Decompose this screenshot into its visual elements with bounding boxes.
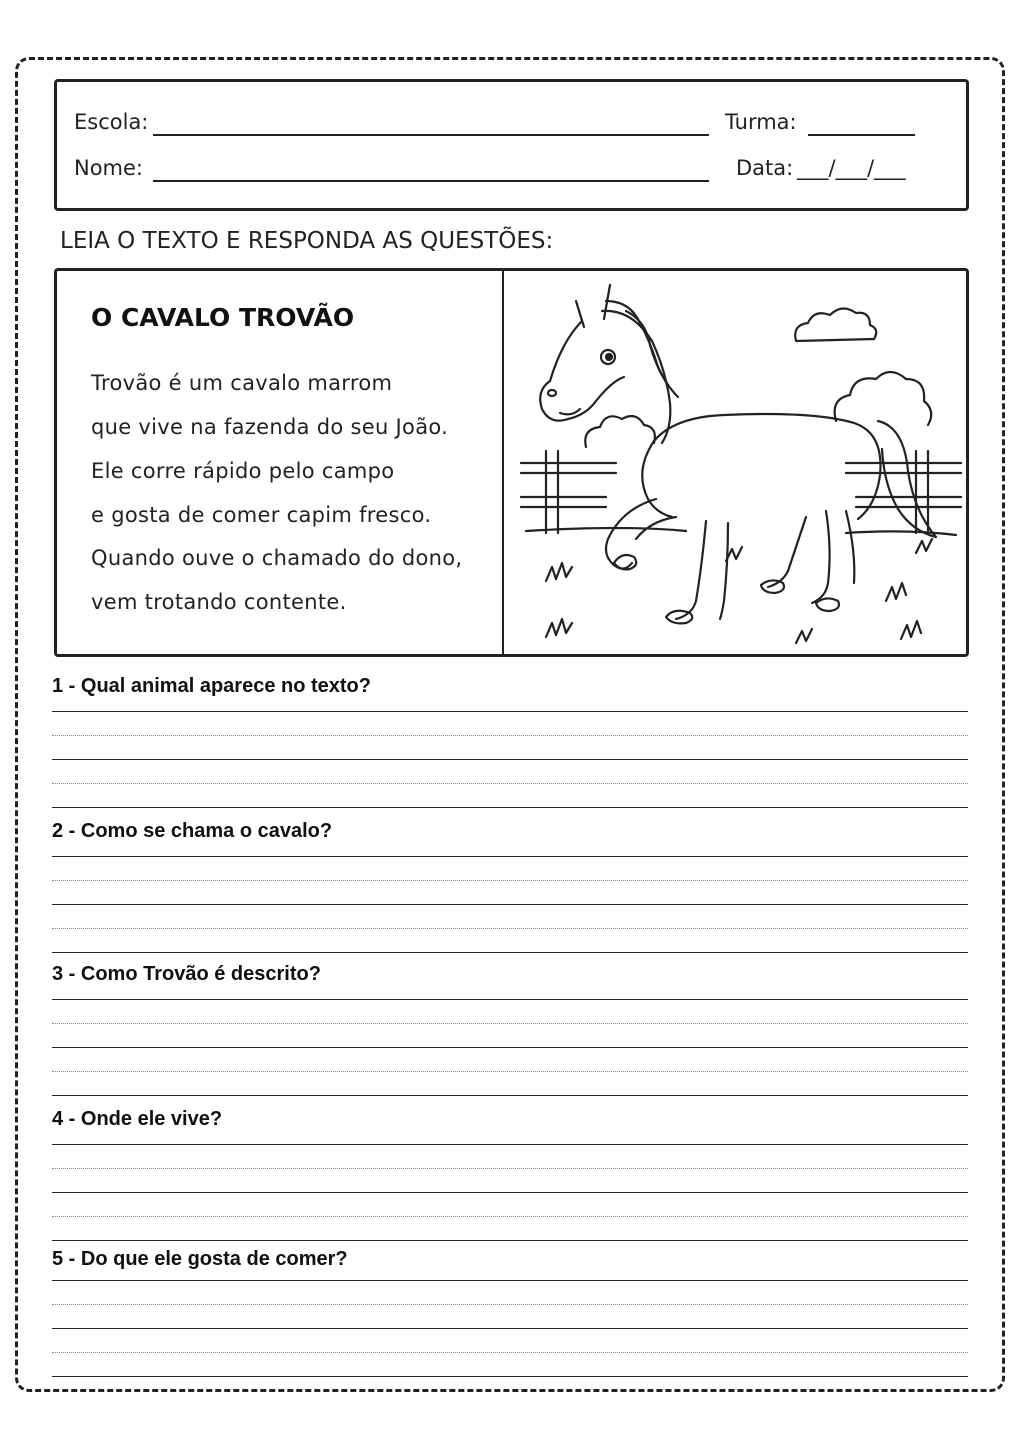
story-line: vem trotando contente.: [91, 590, 347, 614]
question-label: 3 - Como Trovão é descrito?: [52, 963, 321, 985]
answer-line[interactable]: [52, 1144, 968, 1145]
answer-guide-line: [52, 783, 968, 784]
instruction-heading: LEIA O TEXTO E RESPONDA AS QUESTÕES:: [60, 228, 554, 254]
answer-line[interactable]: [52, 1047, 968, 1048]
school-field[interactable]: [153, 134, 709, 136]
story-line: e gosta de comer capim fresco.: [91, 503, 432, 527]
answer-guide-line: [52, 928, 968, 929]
story-line: Trovão é um cavalo marrom: [91, 371, 393, 395]
answer-line[interactable]: [52, 904, 968, 905]
answer-line[interactable]: [52, 1095, 968, 1096]
header-row-school: [57, 110, 966, 140]
date-label: Data:: [736, 156, 794, 180]
question-label: 4 - Onde ele vive?: [52, 1108, 223, 1130]
horse-illustration-icon: [506, 271, 966, 654]
answer-line[interactable]: [52, 1192, 968, 1193]
answer-guide-line: [52, 735, 968, 736]
answer-line[interactable]: [52, 952, 968, 953]
answer-guide-line: [52, 1071, 968, 1072]
story-title: O CAVALO TROVÃO: [91, 303, 355, 332]
answer-guide-line: [52, 1023, 968, 1024]
class-label: Turma:: [725, 110, 797, 134]
header-box: [54, 79, 969, 211]
school-label: Escola:: [74, 110, 149, 134]
answer-guide-line: [52, 1352, 968, 1353]
answer-guide-line: [52, 1168, 968, 1169]
story-box: [54, 268, 969, 657]
answer-line[interactable]: [52, 856, 968, 857]
answer-guide-line: [52, 1216, 968, 1217]
story-line: Quando ouve o chamado do dono,: [91, 546, 463, 570]
answer-line[interactable]: [52, 711, 968, 712]
question-label: 1 - Qual animal aparece no texto?: [52, 675, 371, 697]
answer-guide-line: [52, 1304, 968, 1305]
story-line: que vive na fazenda do seu João.: [91, 415, 449, 439]
name-label: Nome:: [74, 156, 144, 180]
answer-line[interactable]: [52, 1280, 968, 1281]
question-label: 5 - Do que ele gosta de comer?: [52, 1248, 348, 1270]
answer-line[interactable]: [52, 999, 968, 1000]
name-field[interactable]: [153, 180, 709, 182]
class-field[interactable]: [808, 134, 915, 136]
answer-guide-line: [52, 880, 968, 881]
answer-line[interactable]: [52, 1328, 968, 1329]
header-row-name: [57, 156, 966, 186]
answer-line[interactable]: [52, 1240, 968, 1241]
answer-line[interactable]: [52, 1376, 968, 1377]
answer-line[interactable]: [52, 759, 968, 760]
story-line: Ele corre rápido pelo campo: [91, 459, 395, 483]
story-divider: [502, 271, 504, 654]
date-field[interactable]: ___/___/___: [797, 156, 906, 180]
answer-line[interactable]: [52, 807, 968, 808]
question-label: 2 - Como se chama o cavalo?: [52, 820, 333, 842]
